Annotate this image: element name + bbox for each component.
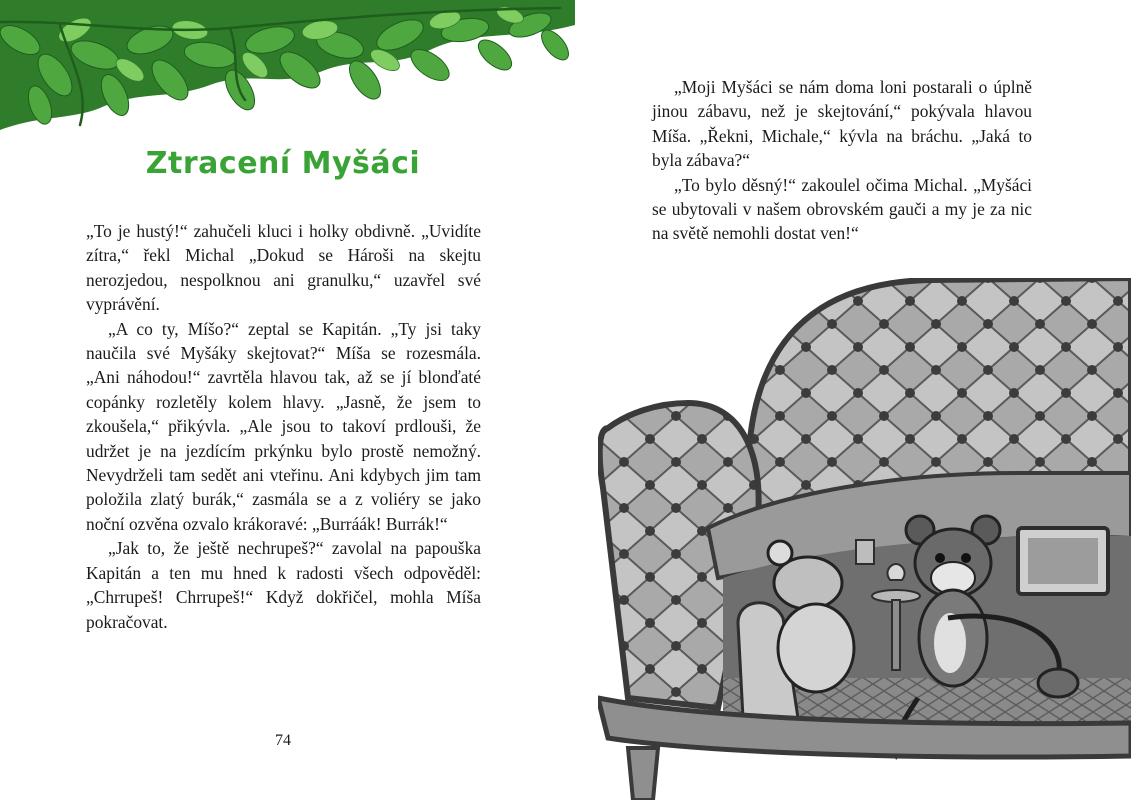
- left-body-text: [86, 219, 481, 634]
- paragraph: „Jak to, že ještě nechrupeš?“ zavolal na papouška Kapitán a ten mu hned k radosti všech odpověděl: „Chrrupeš! Chrrupeš!“ Když dokřičel, mohla Míša pokračovat.: [86, 538, 481, 632]
- page-number: 74: [275, 732, 291, 749]
- paragraph: „Moji Myšáci se nám doma loni postarali o úplně jinou zábavu, než je skejtování,“ pokývala hlavou Míša. „Řekni, Michale,“ kývla na bráchu. „Jaká to byla zábava?“: [652, 77, 1032, 171]
- paragraph: „To bylo děsný!“ zakoulel očima Michal. „Myšáci se ubytovali v našem obrovském gauči a my je za nic na světě nemohli dostat ven!“: [652, 174, 1032, 244]
- right-body-text: [652, 75, 1032, 246]
- paragraph: „To je hustý!“ zahučeli kluci i holky obdivně. „Uvidíte zítra,“ řekl Michal „Dokud se Hároši na skejtu nerozjedou, nespolknou ani granulku,“ uzavřel své vyprávění.: [86, 221, 481, 315]
- chapter-title: Ztracení Myšáci: [145, 146, 421, 181]
- sofa-mice-illustration: [598, 278, 1131, 800]
- leaves-illustration: [0, 0, 575, 135]
- paragraph: „A co ty, Míšo?“ zeptal se Kapitán. „Ty jsi taky naučila své Myšáky skejtovat?“ Míša se rozesmála. „Ani náhodou!“ zavrtěla hlavou tak, až se jí blonďaté copánky rozletěly kolem hlavy. „Jasně, že jsem to zkoušela,“ přikývla. „Ale jsou to takoví prdlouši, že udržet je na jezdícím prkýnku bylo prostě nemožný. Nevydrželi tam sedět ani vteřinu. Ani kdybych jim tam položila zlatý burák,“ zasmála se a z voliéry se jako noční ozvěna ozvalo krákoravé: „Burráák! Burrák!“: [86, 318, 481, 534]
